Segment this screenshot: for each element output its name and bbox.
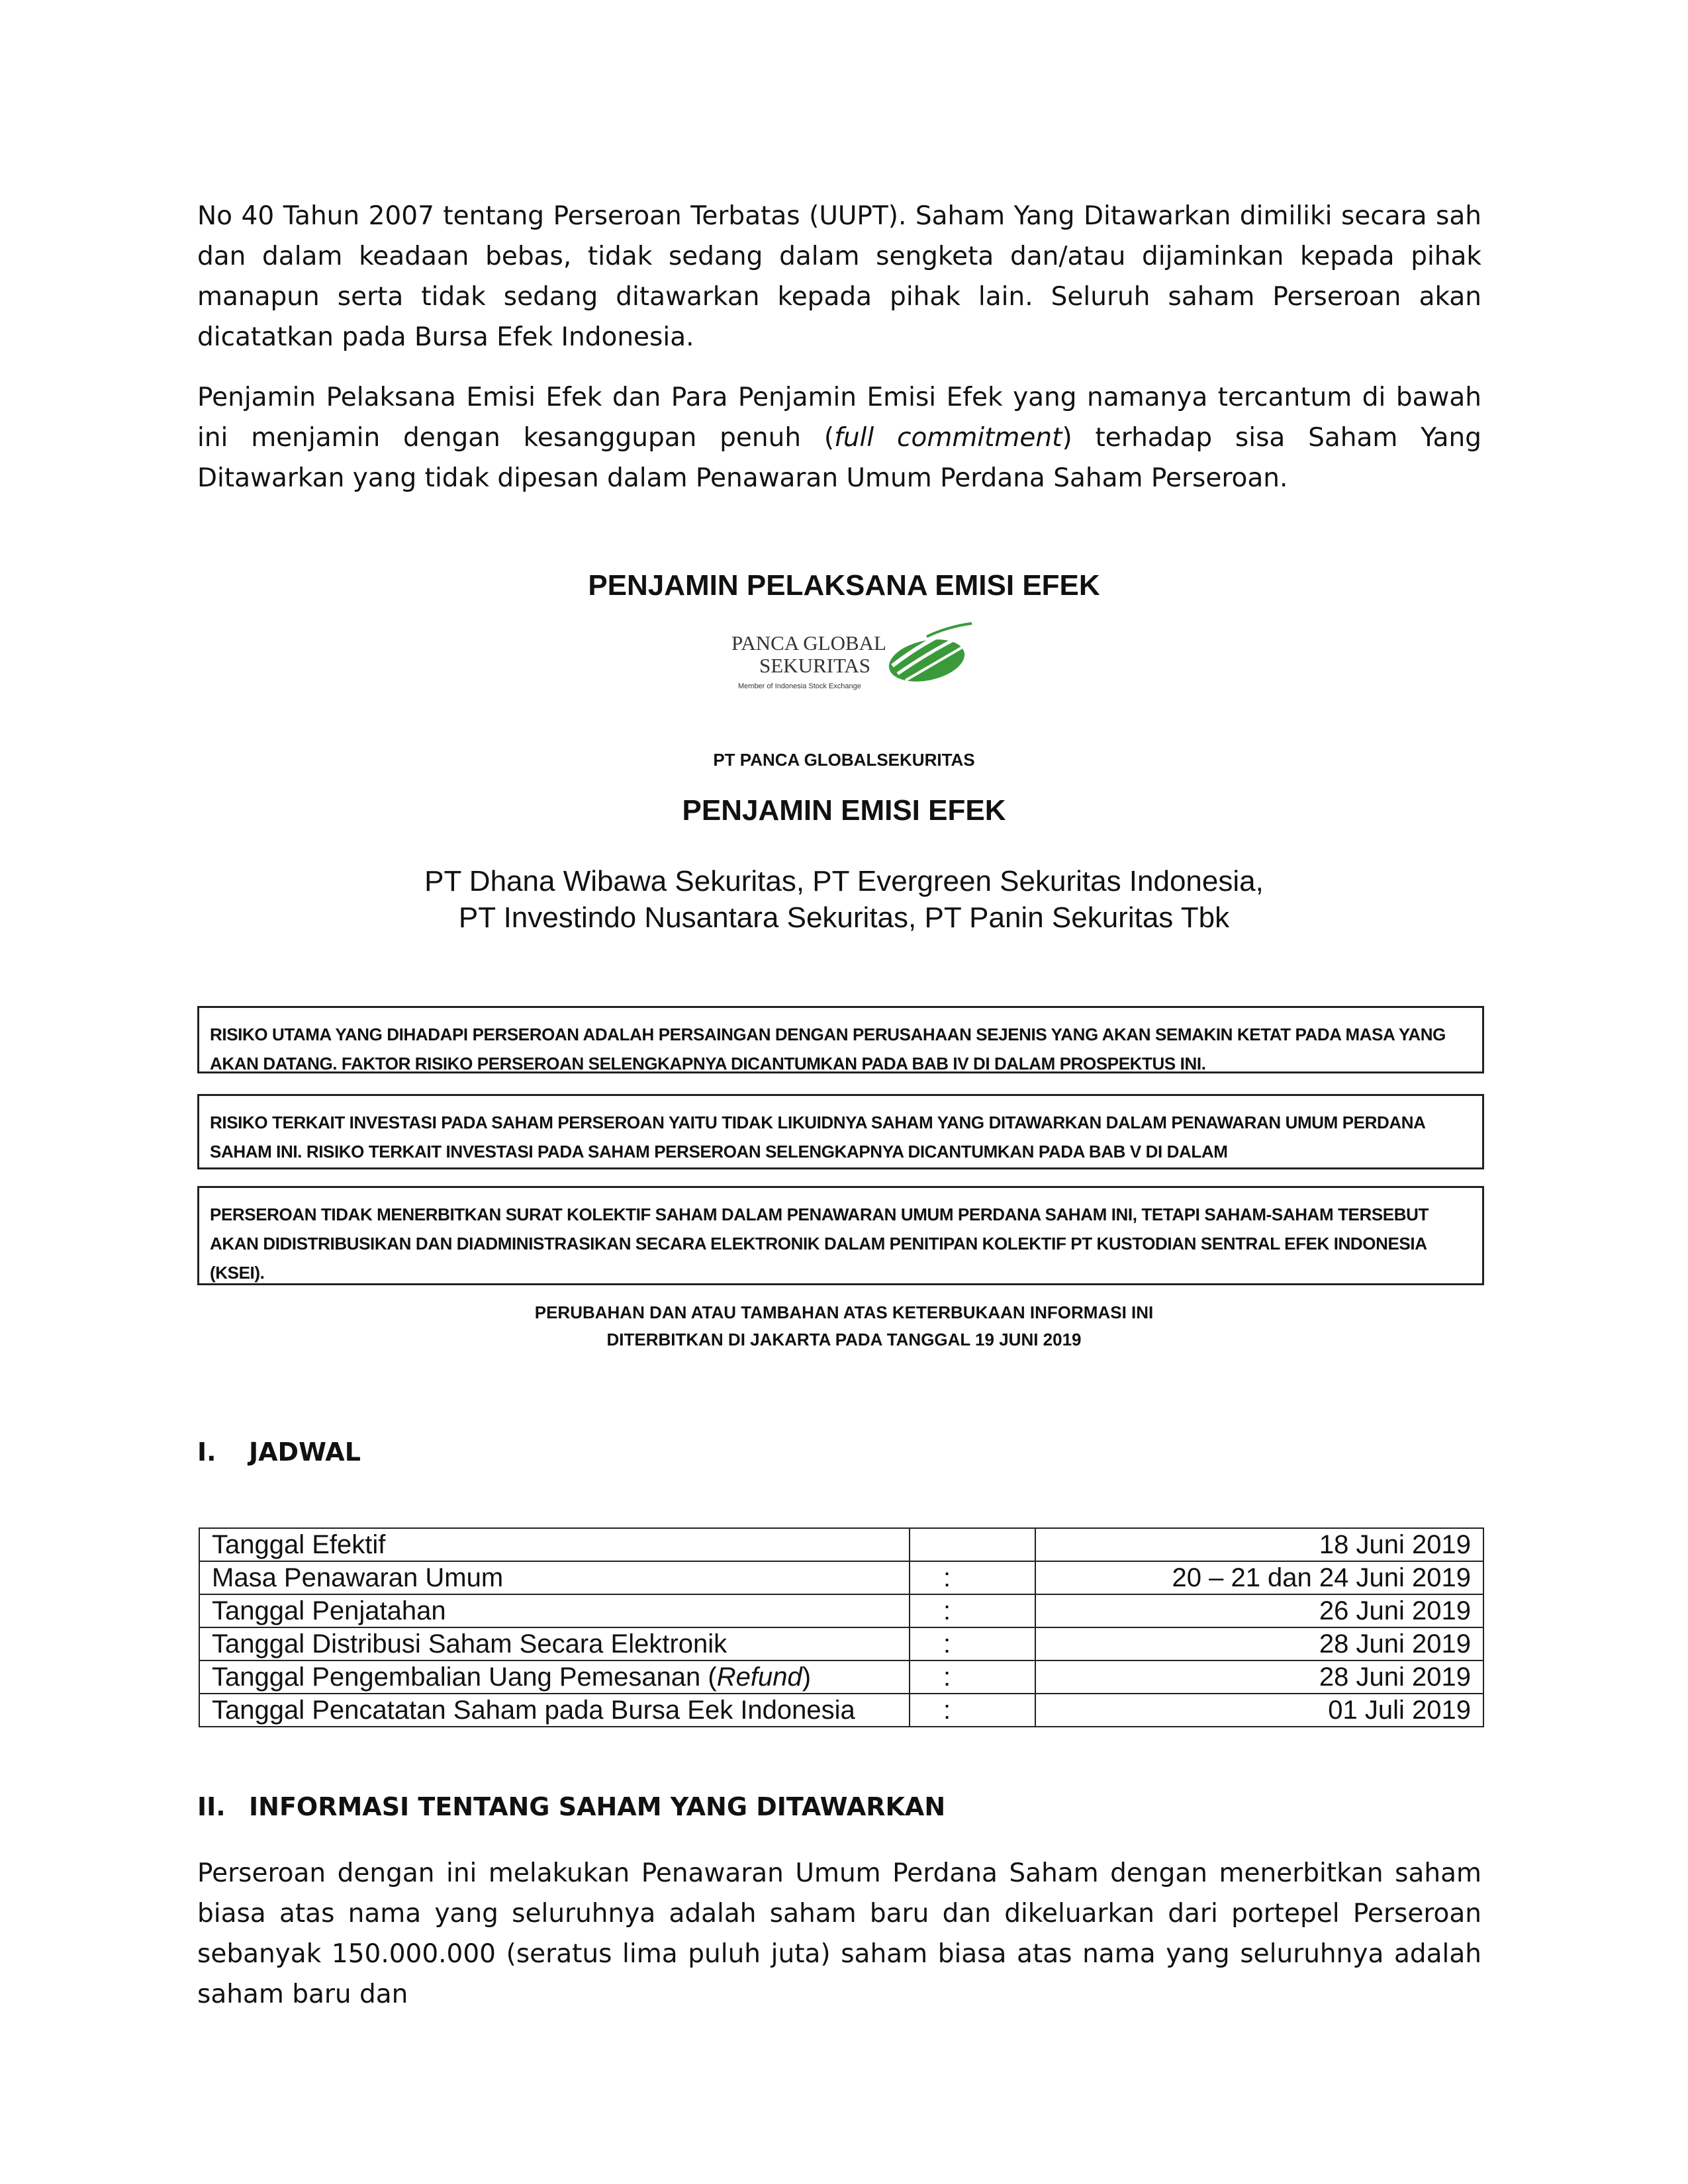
underwriters-heading: PENJAMIN EMISI EFEK (682, 794, 1006, 827)
intro-paragraph-1: No 40 Tahun 2007 tentang Perseroan Terbatas (UUPT). Saham Yang Ditawarkan dimiliki secara sah dan dalam keadaan bebas, tidak sedang dalam sengketa dan/atau dijaminkan kepada pihak manapun serta tidak sedang ditawarkan kepada pihak lain. Seluruh saham Perseroan akan dicatatkan pada Bursa Efek Indonesia. (197, 201, 1481, 352)
schedule-label (199, 1594, 910, 1627)
intro-paragraph-2 (197, 377, 1481, 498)
schedule-date: 28 Juni 2019 (1035, 1627, 1483, 1661)
underwriters-list-line-2: PT Investindo Nusantara Sekuritas, PT Panin Sekuritas Tbk (458, 901, 1230, 934)
table-row (199, 1627, 1483, 1661)
risk-box-investment: RISIKO TERKAIT INVESTASI PADA SAHAM PERSEROAN YAITU TIDAK LIKUIDNYA SAHAM YANG DITAWARKAN DALAM PENAWARAN UMUM PERDANA SAHAM INI. RISIKO TERKAIT INVESTASI PADA SAHAM PERSEROAN SELENGKAPNYA DICANTUMKAN PADA BAB V DI DALAM (197, 1094, 1484, 1169)
table-row (199, 1694, 1483, 1727)
table-row (199, 1528, 1483, 1561)
schedule-label (199, 1561, 910, 1594)
section-number: I. (197, 1437, 216, 1467)
panca-global-logo (728, 622, 973, 702)
publication-note-line-1: PERUBAHAN DAN ATAU TAMBAHAN ATAS KETERBUKAAN INFORMASI INI (534, 1302, 1154, 1322)
schedule-label-text: Masa Penawaran Umum (212, 1563, 504, 1592)
risk-box-main: RISIKO UTAMA YANG DIHADAPI PERSEROAN ADALAH PERSAINGAN DENGAN PERUSAHAAN SEJENIS YANG AKAN SEMAKIN KETAT PADA MASA YANG AKAN DATANG. FAKTOR RISIKO PERSEROAN SELENGKAPNYA DICANTUMKAN PADA BAB IV DI DALAM PROSPEKTUS INI. (197, 1006, 1484, 1073)
schedule-label-text: Tanggal Efektif (212, 1530, 386, 1559)
schedule-label (199, 1661, 910, 1694)
intro-paragraph-2-text-end: ) terhadap sisa Saham Yang Ditawarkan yang tidak dipesan dalam Penawaran Umum Perdana Saham Perseroan. (197, 423, 1481, 493)
offering-paragraph: Perseroan dengan ini melakukan Penawaran Umum Perdana Saham dengan menerbitkan saham biasa atas nama yang seluruhnya adalah saham baru dan dikeluarkan dari portepel Perseroan sebanyak 150.000.000 (seratus lima puluh juta) saham biasa atas nama yang seluruhnya adalah saham baru dan (197, 1858, 1481, 2009)
schedule-label-suffix: ) (802, 1662, 812, 1692)
schedule-date: 01 Juli 2019 (1035, 1694, 1483, 1727)
schedule-date: 20 – 21 dan 24 Juni 2019 (1035, 1561, 1483, 1594)
schedule-label (199, 1627, 910, 1661)
schedule-label-text: Tanggal Pencatatan Saham pada Bursa Eek Indonesia (212, 1696, 855, 1725)
schedule-label-text: Tanggal Penjatahan (212, 1596, 446, 1625)
schedule-date: 26 Juni 2019 (1035, 1594, 1483, 1627)
schedule-colon: : (910, 1594, 1035, 1627)
section-number: II. (197, 1792, 226, 1821)
schedule-date: 28 Juni 2019 (1035, 1661, 1483, 1694)
schedule-colon (910, 1528, 1035, 1561)
logo-line-1: PANCA GLOBAL (731, 631, 886, 655)
schedule-label-italic: Refund (716, 1662, 802, 1692)
lead-underwriter-name: PT PANCA GLOBALSEKURITAS (713, 750, 975, 770)
publication-note-line-2: DITERBITKAN DI JAKARTA PADA TANGGAL 19 JUNI 2019 (606, 1330, 1082, 1349)
logo-line-2: SEKURITAS (759, 654, 871, 677)
schedule-label (199, 1694, 910, 1727)
schedule-date: 18 Juni 2019 (1035, 1528, 1483, 1561)
logo-tagline: Member of Indonesia Stock Exchange (738, 682, 861, 690)
lead-underwriter-heading: PENJAMIN PELAKSANA EMISI EFEK (588, 569, 1100, 602)
section-title: JADWAL (249, 1437, 361, 1467)
table-row (199, 1661, 1483, 1694)
schedule-label (199, 1528, 910, 1561)
schedule-label-text: Tanggal Distribusi Saham Secara Elektronik (212, 1629, 727, 1659)
underwriters-list-line-1: PT Dhana Wibawa Sekuritas, PT Evergreen Sekuritas Indonesia, (424, 865, 1264, 897)
full-commitment-term: full commitment (834, 423, 1062, 453)
intro-paragraph-2-text: Penjamin Pelaksana Emisi Efek dan Para Penjamin Emisi Efek yang namanya tercantum di bawah ini menjamin dengan kesanggupan penuh ( (197, 383, 1481, 453)
table-row (199, 1594, 1483, 1627)
section-heading-jadwal (197, 1437, 361, 1467)
table-row (199, 1561, 1483, 1594)
schedule-colon: : (910, 1661, 1035, 1694)
section-heading-informasi (197, 1792, 945, 1821)
schedule-colon: : (910, 1694, 1035, 1727)
logo-swoosh-icon (885, 623, 972, 688)
schedule-label-text: Tanggal Pengembalian Uang Pemesanan ( (212, 1662, 717, 1692)
schedule-table (199, 1527, 1484, 1727)
schedule-colon: : (910, 1561, 1035, 1594)
section-title: INFORMASI TENTANG SAHAM YANG DITAWARKAN (249, 1792, 946, 1821)
schedule-colon: : (910, 1627, 1035, 1661)
risk-box-ksei: PERSEROAN TIDAK MENERBITKAN SURAT KOLEKTIF SAHAM DALAM PENAWARAN UMUM PERDANA SAHAM INI, TETAPI SAHAM-SAHAM TERSEBUT AKAN DIDISTRIBUSIKAN DAN DIADMINISTRASIKAN SECARA ELEKTRONIK DALAM PENITIPAN KOLEKTIF PT KUSTODIAN SENTRAL EFEK INDONESIA (KSEI). (197, 1186, 1484, 1285)
